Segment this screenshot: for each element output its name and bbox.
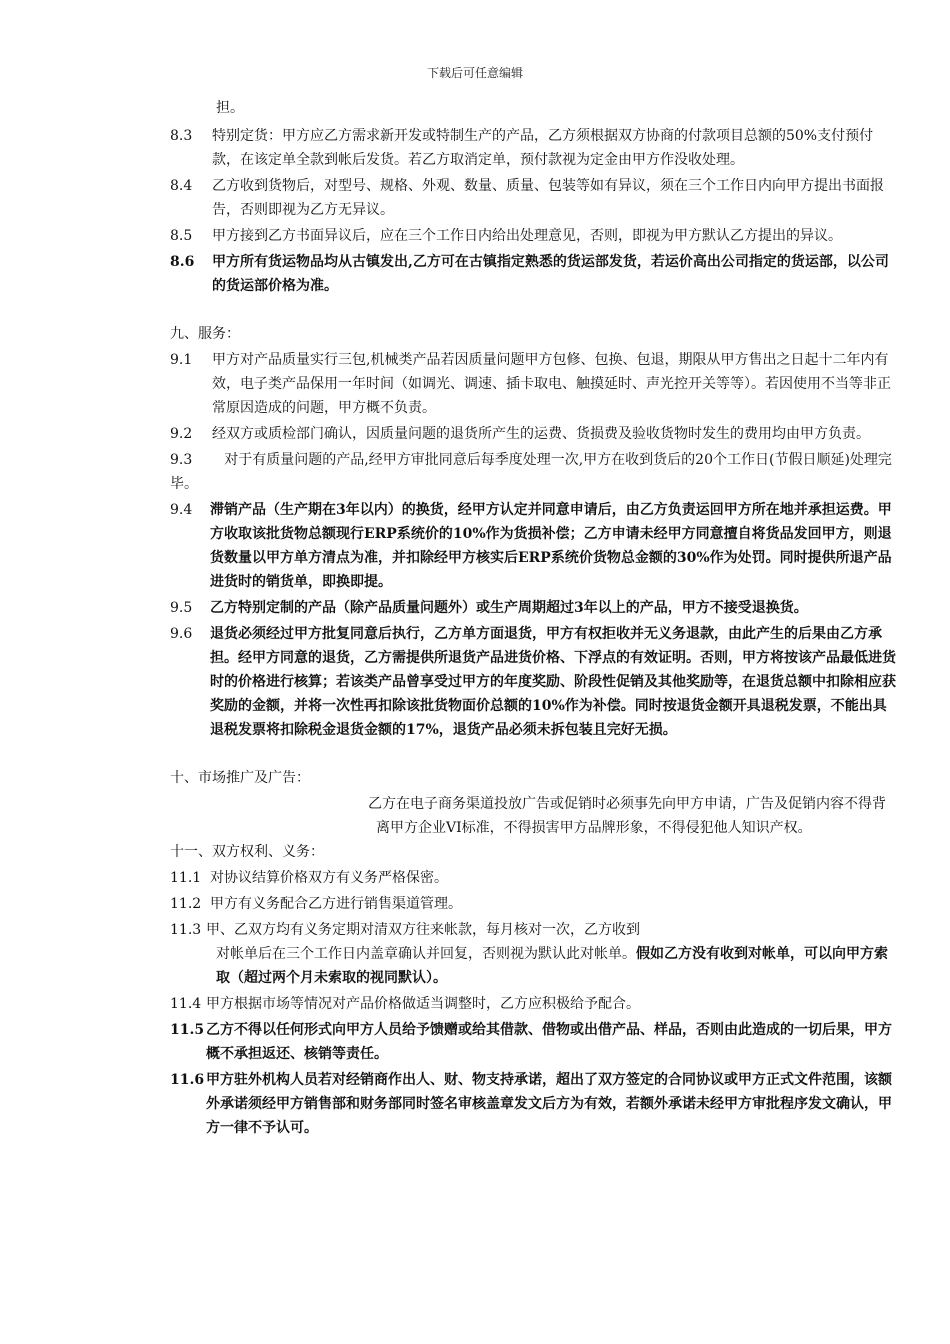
clause-text: 甲、乙双方均有义务定期对清双方往来帐款，每月核对一次，乙方收到 [206,922,640,938]
clause-9-3 [170,448,898,496]
clause-8-4 [170,174,898,222]
clause-text: 甲方对产品质量实行三包,机械类产品若因质量问题甲方包修、包换、包退，期限从甲方售出之日起十二年内有效，电子类产品保用一年时间（如调光、调速、插卡取电、触摸延时、声光控开关等等）。若因使用不当等非正常原因造成的问题，甲方概不负责。 [212,352,891,416]
clause-9-5 [170,596,898,620]
clause-11-1 [170,866,898,890]
clause-text: 退货必须经过甲方批复同意后执行，乙方单方面退货，甲方有权拒收并无义务退款，由此产生的后果由乙方承担。经甲方同意的退货，乙方需提供所退货产品进货价格、下浮点的有效证明。否则，甲方将按该产品最低进货时的价格进行核算；若该类产品曾享受过甲方的年度奖励、阶段性促销及其他奖励等，在退货总额中扣除相应获奖励的金额，并将一次性再扣除该批货物面价总额的10%作为补偿。同时按退货金额开具退税发票，不能出具退税发票将扣除税金退货金额的17%，退货产品必须未拆包装且完好无损。 [210,626,896,738]
page-header: 下载后可任意编辑 [426,66,523,80]
clause-text: 乙方收到货物后，对型号、规格、外观、数量、质量、包装等如有异议，须在三个工作日内向甲方提出书面报告，否则即视为乙方无异议。 [212,178,884,218]
clause-11-5 [170,1018,898,1066]
document-body [170,96,898,1140]
clause-number: 9.5 [170,600,193,616]
clause-number: 9.2 [170,426,193,442]
clause-text: 对帐单后在三个工作日内盖章确认并回复，否则视为默认此对帐单。 [216,946,636,962]
clause-number: 11.5 [170,1022,205,1038]
clause-9-2 [170,422,898,446]
clause-text: 乙方不得以任何形式向甲方人员给予馈赠或给其借款、借物或出借产品、样品，否则由此造成的一切后果，甲方概不承担返还、核销等责任。 [206,1022,892,1062]
clause-9-4 [170,498,898,594]
clause-number: 9.6 [170,626,193,642]
clause-text: 乙方在电子商务渠道投放广告或促销时必须事先向甲方申请，广告及促销内容不得背离甲方企业VI标准，不得损害甲方品牌形象，不得侵犯他人知识产权。 [368,796,886,836]
continued-text: 担。 [216,100,244,116]
clause-11-3 [170,918,898,990]
clause-number: 11.4 [170,996,202,1012]
clause-text: 甲方所有货运物品均从古镇发出,乙方可在古镇指定熟悉的货运部发货，若运价高出公司指定的货运部，以公司的货运部价格为准。 [212,254,889,294]
clause-text-bold: 假如乙方没有收到对帐单，可以向甲方索取（超过两个月未索取的视同默认）。 [216,946,888,986]
clause-9-1 [170,348,898,420]
clause-text: 甲方有义务配合乙方进行销售渠道管理。 [210,896,462,912]
clause-number: 9.3 [170,452,193,468]
clause-text: 甲方根据市场等情况对产品价格做适当调整时，乙方应积极给予配合。 [206,996,640,1012]
section-heading-9: 九、服务： [170,326,240,342]
clause-text: 乙方特别定制的产品（除产品质量问题外）或生产周期超过3年以上的产品，甲方不接受退换货。 [210,600,808,616]
clause-number: 11.2 [170,896,202,912]
clause-number: 11.6 [170,1072,205,1088]
clause-number: 9.1 [170,352,193,368]
clause-text: 经双方或质检部门确认，因质量问题的退货所产生的运费、货损费及验收货物时发生的费用均由甲方负责。 [212,426,870,442]
clause-number: 8.5 [170,228,193,244]
clause-text: 甲方驻外机构人员若对经销商作出人、财、物支持承诺，超出了双方签定的合同协议或甲方正式文件范围，该额外承诺须经甲方销售部和财务部同时签名审核盖章发文后方为有效，若额外承诺未经甲方审批程序发文确认，甲方一律不予认可。 [206,1072,892,1136]
clause-8-3 [170,124,898,172]
clause-11-6 [170,1068,898,1140]
clause-number: 8.4 [170,178,193,194]
clause-text: 特别定货：甲方应乙方需求新开发或特制生产的产品，乙方须根据双方协商的付款项目总额的50%支付预付款，在该定单全款到帐后发货。若乙方取消定单，预付款视为定金由甲方作没收处理。 [212,128,874,168]
section-heading-10: 十、市场推广及广告： [170,770,310,786]
clause-11-4 [170,992,898,1016]
clause-11-2 [170,892,898,916]
clause-text: 甲方接到乙方书面异议后，应在三个工作日内给出处理意见，否则，即视为甲方默认乙方提出的异议。 [212,228,842,244]
clause-number: 11.3 [170,922,202,938]
clause-number: 8.6 [170,254,195,270]
clause-text: 对协议结算价格双方有义务严格保密。 [210,870,448,886]
clause-number: 11.1 [170,870,202,886]
clause-9-6 [170,622,898,742]
clause-10 [170,792,898,840]
clause-8-6 [170,250,898,298]
clause-text: 滞销产品（生产期在3年以内）的换货，经甲方认定并同意申请后，由乙方负责运回甲方所在地并承担运费。甲方收取该批货物总额现行ERP系统价的10%作为货损补偿；乙方申请未经甲方同意擅自将货品发回甲方，则退货数量以甲方单方清点为准，并扣除经甲方核实后ERP系统价货物总金额的30%作为处罚。同时提供所退产品进货时的销货单，即换即提。 [210,502,892,590]
clause-number: 9.4 [170,502,193,518]
clause-number: 8.3 [170,128,193,144]
clause-text: 对于有质量问题的产品,经甲方审批同意后每季度处理一次,甲方在收到货后的20个工作日(节假日顺延)处理完毕。 [170,452,892,492]
clause-8-5 [170,224,898,248]
section-heading-11: 十一、双方权利、义务： [170,844,324,860]
